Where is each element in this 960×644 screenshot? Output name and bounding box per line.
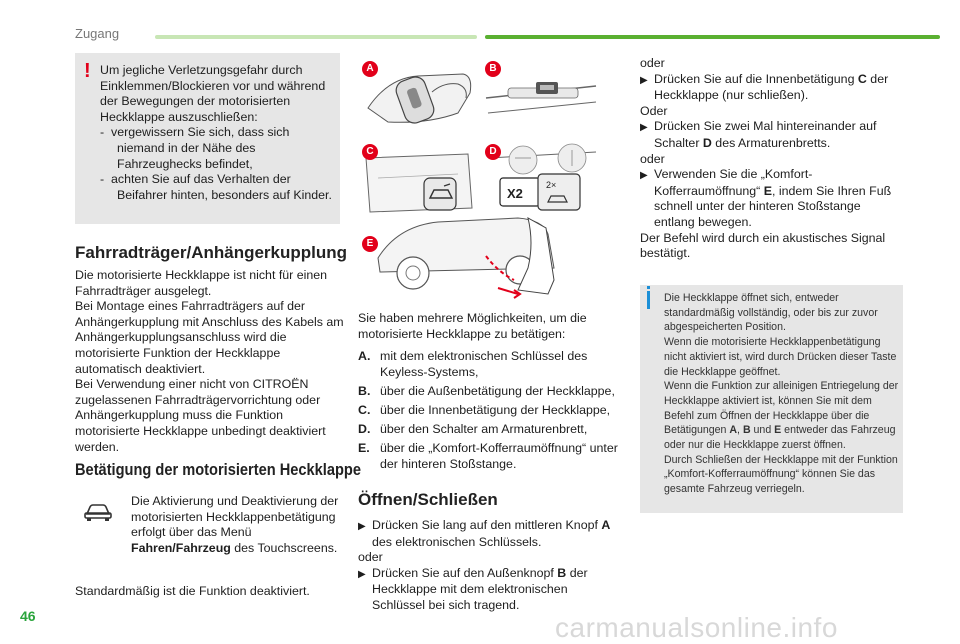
watermark: carmanualsonline.info	[555, 612, 838, 643]
option-text: mit dem elektronischen Schlüssel des Keyless-Systems,	[380, 349, 588, 379]
bike-carrier-text	[75, 268, 345, 455]
signal-text: Der Befehl wird durch ein akustisches Signal bestätigt.	[640, 230, 886, 261]
option-key: A.	[358, 349, 371, 363]
info-key: A	[729, 424, 738, 437]
car-settings-icon	[83, 500, 113, 522]
default-note: Standardmäßig ist die Funktion deaktiviert.	[75, 584, 310, 598]
warning-item: - vergewissern Sie sich, dass sich niemand in der Nähe des Fahrzeughecks befindet,	[100, 125, 290, 171]
settings-text: Die Aktivierung und Deaktivierung der motorisierten Heckklappenbetätigung erfolgt über das Menü	[131, 494, 339, 540]
info-text-part: entweder das Fahrzeug oder nur die Heckklappe zuerst öffnen.	[664, 424, 896, 452]
option-text: über die „Komfort-Kofferraumöffnung“ unter der hinteren Stoßstange.	[380, 441, 618, 471]
paragraph: Bei Montage eines Fahrradträgers auf der Anhängerkupplung mit Anschluss des Kabels am Anhängerkupplungsanschluss wird die motorisierte Funktion der Heckklappe automatisch deaktiviert.	[75, 299, 344, 376]
step-text: Verwenden Sie die „Komfort-Kofferraumöffnung“	[654, 167, 813, 198]
exclamation-icon: !	[84, 60, 91, 82]
arrow-icon: ▶	[640, 74, 648, 86]
list-item	[358, 440, 620, 472]
step-text-tail: des elektronischen Schlüssels.	[372, 534, 542, 549]
foot-gesture-panel	[360, 218, 598, 300]
label-c: C	[362, 144, 378, 160]
key-fob-panel	[360, 62, 478, 127]
warning-item: - achten Sie auf das Verhalten der Beifahrer hinten, besonders auf Kinder.	[100, 172, 332, 202]
option-key: B.	[358, 384, 371, 398]
oder-text: Oder	[640, 103, 668, 118]
arrow-icon: ▶	[640, 170, 648, 182]
step-text-tail: , indem Sie Ihren Fuß schnell unter der hinteren Stoßstange entlang bewegen.	[654, 183, 892, 229]
option-key: C.	[358, 403, 371, 417]
right-steps	[640, 56, 902, 262]
arrow-icon: ▶	[640, 122, 648, 134]
step-text-tail: der Heckklappe (nur schließen).	[654, 71, 889, 103]
label-d: D	[485, 144, 501, 160]
step-text: Drücken Sie auf die Innenbetätigung	[654, 71, 858, 86]
settings-text-tail: des Touchscreens.	[230, 540, 338, 555]
step-item	[358, 518, 620, 550]
info-icon	[647, 291, 650, 309]
list-item	[358, 383, 620, 399]
step-text: Drücken Sie auf den Außenknopf	[372, 565, 558, 580]
warning-box	[75, 53, 340, 224]
step-item	[640, 119, 902, 151]
step-key: E	[763, 183, 773, 198]
heading-open-close: Öffnen/Schließen	[358, 490, 498, 509]
page-number: 46	[20, 608, 36, 624]
step-text: Drücken Sie lang auf den mittleren Knopf	[372, 518, 602, 532]
info-box	[640, 285, 903, 513]
step-key: B	[557, 565, 567, 580]
list-item	[358, 348, 620, 380]
info-text	[664, 291, 900, 497]
options-intro: Sie haben mehrere Möglichkeiten, um die motorisierte Heckklappe zu betätigen:	[358, 311, 587, 341]
menu-path: Fahren/Fahrzeug	[131, 540, 231, 555]
heading-tailgate-operation: Betätigung der motorisierten Heckklappe	[75, 460, 361, 479]
step-item	[358, 566, 620, 614]
info-paragraph: Die Heckklappe öffnet sich, entweder standardmäßig vollständig, oder bis zur zuvor abgespeicherten Position.	[664, 292, 878, 334]
step-text: Drücken Sie zwei Mal hintereinander auf Schalter	[654, 119, 877, 150]
x2-label: X2	[507, 186, 523, 201]
option-key: E.	[358, 441, 370, 455]
open-close-steps	[358, 518, 620, 614]
header-rule-accent	[485, 35, 940, 39]
arrow-icon: ▶	[358, 521, 366, 532]
option-text: über die Außenbetätigung der Heckklappe,	[380, 384, 615, 398]
info-paragraph: Durch Schließen der Heckklappe mit der Funktion „Komfort-Kofferraumöffnung“ können Sie das gesamte Fahrzeug verriegeln.	[664, 453, 898, 496]
list-item	[358, 421, 620, 437]
option-text: über die Innenbetätigung der Heckklappe,	[380, 403, 611, 417]
label-a: A	[362, 61, 378, 77]
warning-text	[100, 63, 336, 203]
tailgate-illustration	[358, 58, 600, 301]
heading-bike-carrier: Fahrradträger/Anhängerkupplung	[75, 243, 348, 262]
tailgate-settings-text	[131, 494, 351, 556]
paragraph: Die motorisierte Heckklappe ist nicht für einen Fahrradträger ausgelegt.	[75, 268, 328, 298]
oder-text: oder	[358, 550, 383, 565]
warning-intro: Um jegliche Verletzungsgefahr durch Einklemmen/Blockieren vor und während der Bewegungen der motorisierten Heckklappe auszuschließen:	[100, 63, 326, 124]
arrow-icon: ▶	[358, 568, 366, 580]
oder-text: oder	[640, 151, 665, 166]
step-item	[640, 167, 902, 230]
step-text-tail: des Armaturenbretts.	[711, 135, 831, 150]
option-text: über den Schalter am Armaturenbrett,	[380, 422, 588, 436]
step-key: A	[601, 518, 611, 532]
step-key: D	[702, 135, 712, 150]
oder-text: oder	[640, 56, 665, 70]
info-paragraph: Wenn die motorisierte Heckklappenbetätigung nicht aktiviert ist, wird durch Drücken dieser Taste die Heckklappe geöffnet.	[664, 336, 897, 378]
info-paragraph: Wenn die Funktion zur alleinigen Entriegelung der Heckklappe aktiviert ist, können Sie mit dem Befehl zum Öffnen der Heckklappe über die Betätigungen A, B und E entweder das Fahrzeug oder nur die Heckklappe zuerst öffnen.	[664, 380, 899, 452]
list-item	[358, 402, 620, 418]
info-key: B	[742, 424, 751, 437]
label-b: B	[485, 61, 501, 77]
options-list	[358, 348, 620, 475]
info-key: E	[774, 424, 782, 437]
step-key: C	[857, 71, 867, 86]
step-item	[640, 72, 902, 104]
paragraph: Bei Verwendung einer nicht von CITROËN zugelassenen Fahrradträgervorrichtung oder Anhängerkupplung muss die Funktion motorisierte Heckklappe unbedingt deaktiviert werden.	[75, 377, 326, 454]
screen-2x-label: 2×	[546, 180, 557, 190]
label-e: E	[362, 236, 378, 252]
option-key: D.	[358, 422, 371, 436]
section-label: Zugang	[75, 26, 120, 41]
step-text-tail: der Heckklappe mit dem elektronischen Schlüssel bei sich tragend.	[372, 565, 588, 612]
interior-button-panel	[360, 144, 478, 216]
header-rule-light	[155, 35, 477, 39]
info-text-part: Wenn die Funktion zur alleinigen Entriegelung der Heckklappe aktiviert ist, können Sie mit dem Befehl zum Öffnen der Heckklappe über die Betätigungen	[664, 380, 899, 437]
